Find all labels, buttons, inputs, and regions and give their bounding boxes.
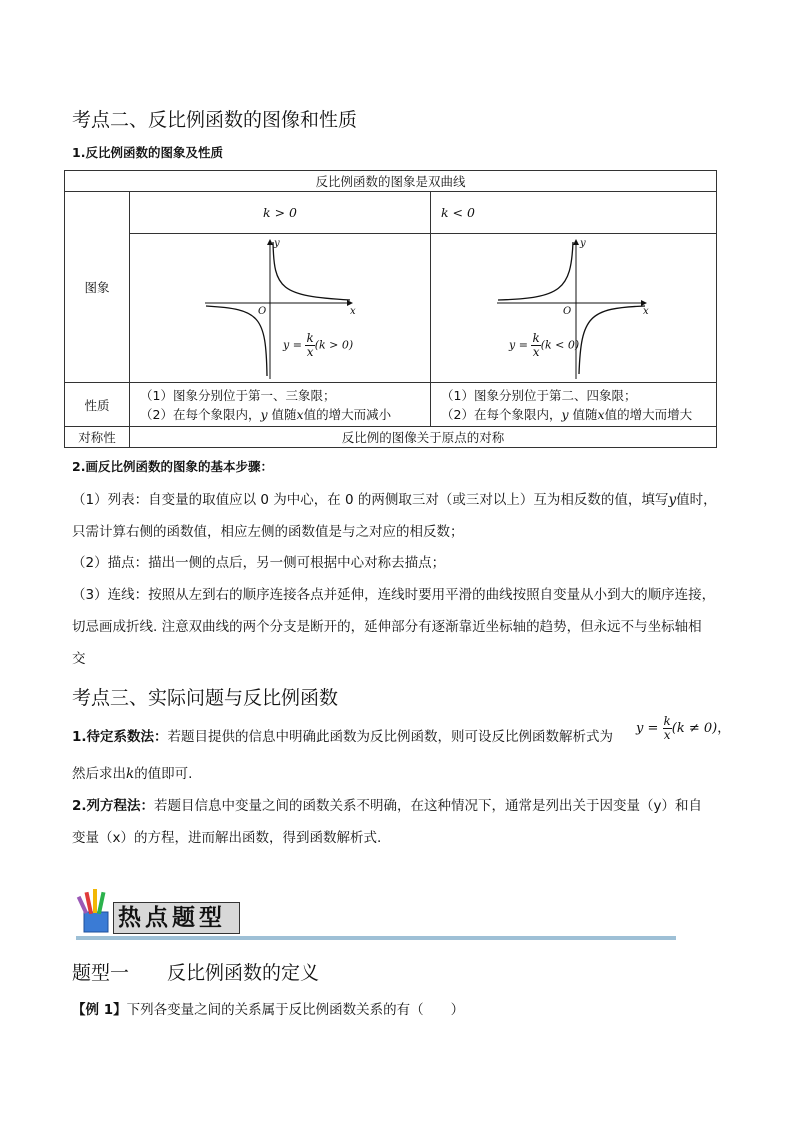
section2-title: 考点二、反比例函数的图像和性质 — [72, 109, 358, 131]
step1-line2: 只需计算右侧的函数值，相应左侧的函数值是与之对应的相反数； — [72, 524, 464, 540]
branch-q2 — [498, 242, 573, 300]
banner-underline — [76, 936, 676, 940]
row-props-label: 性质 — [65, 383, 130, 427]
banner-title: 热点题型 — [118, 904, 226, 931]
props-neg: （1）图象分别位于第二、四象限； （2）在每个象限内，y 值随x值的增大而增大 — [431, 383, 717, 427]
row-sym-label: 对称性 — [65, 427, 130, 448]
table-header: 反比例函数的图象是双曲线 — [65, 171, 717, 192]
k-pos-label: k > 0 — [130, 192, 431, 234]
graph-cell-pos — [130, 234, 431, 383]
step3-line2: 切忌画成折线. 注意双曲线的两个分支是断开的，延伸部分有逐渐靠近坐标轴的趋势，但永远不与坐标轴相 — [72, 619, 702, 635]
banner-title-box — [113, 902, 240, 934]
method1-line2: 然后求出k的值即可. — [72, 766, 193, 782]
step3-line3: 交 — [72, 651, 86, 667]
step3-line1: （3）连线：按照从左到右的顺序连接各点并延伸，连线时要用平滑的曲线按照自变量从小到大的顺序连接， — [72, 587, 716, 603]
method1-equation: y = $\frac{k}{x}$ (k ≠ 0)， — [636, 714, 731, 742]
origin-label-pos: O — [258, 306, 267, 317]
sub1-title: 1.反比例函数的图象及性质 — [72, 145, 223, 160]
hot-topics-banner — [76, 884, 678, 944]
section3-title: 考点三、实际问题与反比例函数 — [72, 687, 339, 709]
sub2-title: 2.画反比例函数的图象的基本步骤： — [72, 459, 273, 474]
hyperbola-graph-pos — [130, 234, 431, 383]
k-neg-label: k < 0 — [431, 192, 717, 234]
x-label-neg: x — [643, 306, 649, 317]
pencil-cup-icon — [76, 884, 116, 934]
example1: 【例 1】下列各变量之间的关系属于反比例函数关系的有（ ） — [72, 1002, 465, 1018]
graph-cell-neg — [431, 234, 717, 383]
origin-label-neg: O — [563, 306, 572, 317]
row-image-label: 图象 — [65, 192, 130, 383]
equation-pos: y = $\frac{k}{x}$ (k > 0) — [283, 331, 354, 359]
branch-q4 — [579, 306, 645, 374]
step1-line1: （1）列表：自变量的取值应以 0 为中心，在 0 的两侧取三对（或三对以上）互为相反数的值，填写y值时， — [72, 492, 717, 508]
method2-line1: 2.列方程法：若题目信息中变量之间的函数关系不明确，在这种情况下，通常是列出关于因变量（y）和自 — [72, 798, 703, 814]
hyperbola-graph-neg — [431, 234, 717, 383]
equation-neg: y = $\frac{k}{x}$ (k < 0) — [509, 331, 580, 359]
step2-text: （2）描点：描出一侧的点后，另一侧可根据中心对称去描点； — [72, 555, 446, 571]
y-label-neg: y — [580, 238, 586, 249]
props-pos: （1）图象分别位于第一、三象限； （2）在每个象限内，y 值随x值的增大而减小 — [130, 383, 431, 427]
method1-line1: 1.待定系数法：若题目提供的信息中明确此函数为反比例函数，则可设反比例函数解析式为 — [72, 729, 614, 745]
x-label-pos: x — [350, 306, 356, 317]
branch-q1 — [273, 242, 350, 300]
method2-line2: 变量（x）的方程，进而解出函数，得到函数解析式. — [72, 830, 382, 846]
properties-table — [64, 170, 717, 448]
type1-title: 题型一 反比例函数的定义 — [72, 962, 320, 984]
sym-text: 反比例的图像关于原点的对称 — [130, 427, 717, 448]
y-label-pos: y — [274, 238, 280, 249]
